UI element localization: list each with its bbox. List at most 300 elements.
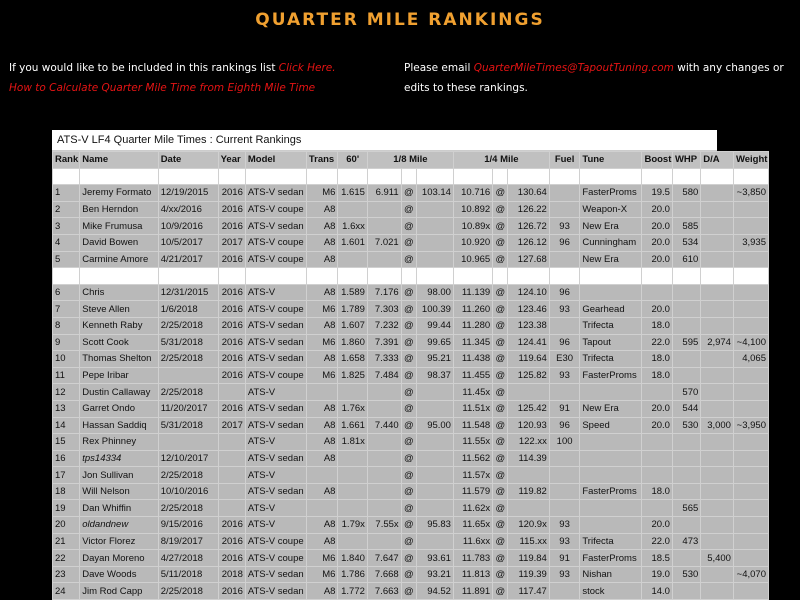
table-cell <box>701 400 734 417</box>
table-cell: 1.79x <box>338 517 367 534</box>
table-cell: Trifecta <box>580 533 642 550</box>
table-cell: 3 <box>53 218 80 235</box>
table-cell <box>733 434 768 451</box>
table-row[interactable] <box>53 218 769 235</box>
table-cell <box>580 450 642 467</box>
table-cell: A8 <box>306 251 338 268</box>
table-cell: M6 <box>306 550 338 567</box>
table-row[interactable] <box>53 384 769 401</box>
table-cell <box>306 384 338 401</box>
header-date: Date <box>158 152 218 169</box>
table-cell: 11.783 <box>453 550 492 567</box>
table-cell <box>549 317 580 334</box>
table-cell: 20 <box>53 517 80 534</box>
table-cell: 18.0 <box>642 317 673 334</box>
table-cell: ~3,850 <box>733 185 768 202</box>
table-cell: @ <box>401 450 416 467</box>
table-cell: Garret Ondo <box>80 400 158 417</box>
table-cell: @ <box>401 583 416 600</box>
table-cell: 18 <box>53 483 80 500</box>
table-row[interactable] <box>53 234 769 251</box>
table-cell: 1.789 <box>338 301 367 318</box>
table-cell: 15 <box>53 434 80 451</box>
table-cell: 22.0 <box>642 334 673 351</box>
table-cell: @ <box>401 566 416 583</box>
table-cell <box>733 583 768 600</box>
table-cell: @ <box>493 201 508 218</box>
table-cell: 95.83 <box>416 517 453 534</box>
header-row <box>53 152 769 169</box>
table-cell: 2016 <box>218 517 245 534</box>
table-cell: 1.860 <box>338 334 367 351</box>
table-cell: 5/31/2018 <box>158 417 218 434</box>
table-row[interactable] <box>53 550 769 567</box>
table-cell <box>218 483 245 500</box>
table-cell <box>701 533 734 550</box>
table-cell: 10/5/2017 <box>158 234 218 251</box>
table-row[interactable] <box>53 467 769 484</box>
table-cell: 2017 <box>218 234 245 251</box>
table-cell: David Bowen <box>80 234 158 251</box>
table-cell: 473 <box>672 533 700 550</box>
header-tune: Tune <box>580 152 642 169</box>
calc-quarter-mile-link[interactable]: How to Calculate Quarter Mile Time from Eighth Mile Time <box>9 82 316 94</box>
table-cell: @ <box>493 284 508 301</box>
table-cell: @ <box>493 301 508 318</box>
table-cell: 7.663 <box>367 583 401 600</box>
table-cell: 7.55x <box>367 517 401 534</box>
table-cell <box>733 517 768 534</box>
table-cell: Victor Florez <box>80 533 158 550</box>
table-cell: 1.76x <box>338 400 367 417</box>
table-cell: 11/20/2017 <box>158 400 218 417</box>
table-cell: ATS-V sedan <box>245 351 306 368</box>
empty-cell <box>80 268 158 285</box>
table-cell: Tapout <box>580 334 642 351</box>
empty-cell <box>416 168 453 185</box>
table-cell: ATS-V sedan <box>245 317 306 334</box>
table-cell: @ <box>401 301 416 318</box>
table-cell <box>642 500 673 517</box>
table-cell <box>733 218 768 235</box>
table-cell <box>672 317 700 334</box>
table-cell: @ <box>401 218 416 235</box>
table-cell <box>701 351 734 368</box>
table-cell: @ <box>493 317 508 334</box>
table-cell: 91 <box>549 400 580 417</box>
table-cell: 2016 <box>218 583 245 600</box>
table-cell: 10.89x <box>453 218 492 235</box>
table-cell: 1.825 <box>338 367 367 384</box>
table-cell: 2/25/2018 <box>158 351 218 368</box>
table-cell: 11.62x <box>453 500 492 517</box>
table-cell <box>416 384 453 401</box>
table-row[interactable] <box>53 301 769 318</box>
table-cell: ATS-V <box>245 500 306 517</box>
header-model: Model <box>245 152 306 169</box>
table-cell: @ <box>401 400 416 417</box>
table-cell: Carmine Amore <box>80 251 158 268</box>
table-cell: Mike Frumusa <box>80 218 158 235</box>
email-link[interactable]: QuarterMileTimes@TapoutTuning.com <box>473 62 674 74</box>
table-cell <box>549 467 580 484</box>
table-cell <box>580 284 642 301</box>
header-weight: Weight <box>733 152 768 169</box>
table-cell: 95.00 <box>416 417 453 434</box>
table-cell: 119.64 <box>508 351 549 368</box>
empty-cell <box>672 268 700 285</box>
table-cell: 2016 <box>218 201 245 218</box>
table-cell: 119.39 <box>508 566 549 583</box>
table-cell <box>338 533 367 550</box>
table-cell <box>416 251 453 268</box>
table-cell: 570 <box>672 384 700 401</box>
table-cell <box>701 301 734 318</box>
table-cell: ATS-V <box>245 517 306 534</box>
table-cell: 93.21 <box>416 566 453 583</box>
table-cell: 10/10/2016 <box>158 483 218 500</box>
table-cell: 10.892 <box>453 201 492 218</box>
table-cell: 11.45x <box>453 384 492 401</box>
table-cell <box>416 434 453 451</box>
table-cell: 7.303 <box>367 301 401 318</box>
table-cell: 122.xx <box>508 434 549 451</box>
table-row[interactable] <box>53 483 769 500</box>
table-cell: 11.438 <box>453 351 492 368</box>
table-cell: 11.562 <box>453 450 492 467</box>
table-row[interactable] <box>53 434 769 451</box>
table-cell: Will Nelson <box>80 483 158 500</box>
table-cell: 125.82 <box>508 367 549 384</box>
table-cell: 93 <box>549 517 580 534</box>
table-row[interactable] <box>53 334 769 351</box>
table-cell: 119.84 <box>508 550 549 567</box>
table-cell <box>701 500 734 517</box>
table-cell: Dan Whiffin <box>80 500 158 517</box>
table-cell: @ <box>401 533 416 550</box>
table-cell: M6 <box>306 301 338 318</box>
table-cell: A8 <box>306 218 338 235</box>
table-cell: ATS-V sedan <box>245 400 306 417</box>
table-cell: 530 <box>672 566 700 583</box>
table-cell: 595 <box>672 334 700 351</box>
table-cell <box>642 434 673 451</box>
table-cell: 123.38 <box>508 317 549 334</box>
table-cell: 565 <box>672 500 700 517</box>
intro-right-text: Please email <box>404 62 474 74</box>
table-cell: FasterProms <box>580 550 642 567</box>
table-cell: 2/25/2018 <box>158 317 218 334</box>
table-row[interactable] <box>53 201 769 218</box>
table-cell: 2016 <box>218 251 245 268</box>
empty-cell <box>401 168 416 185</box>
spacer-row <box>53 168 769 185</box>
table-row[interactable] <box>53 284 769 301</box>
table-cell: A8 <box>306 434 338 451</box>
empty-cell <box>493 168 508 185</box>
table-cell <box>733 251 768 268</box>
table-cell: 18.5 <box>642 550 673 567</box>
table-cell: @ <box>493 583 508 600</box>
spacer-row <box>53 268 769 285</box>
table-cell: 2016 <box>218 301 245 318</box>
table-row[interactable] <box>53 500 769 517</box>
table-cell: New Era <box>580 400 642 417</box>
spreadsheet-title: ATS-V LF4 Quarter Mile Times : Current Rankings <box>52 130 717 151</box>
table-cell: 17 <box>53 467 80 484</box>
empty-cell <box>642 168 673 185</box>
table-cell: 8/19/2017 <box>158 533 218 550</box>
table-cell <box>733 317 768 334</box>
table-cell: A8 <box>306 351 338 368</box>
table-cell: 11.345 <box>453 334 492 351</box>
table-cell: ATS-V coupe <box>245 367 306 384</box>
table-row[interactable] <box>53 317 769 334</box>
table-cell: Pepe Iribar <box>80 367 158 384</box>
table-cell: 11.6xx <box>453 533 492 550</box>
table-cell: 11.548 <box>453 417 492 434</box>
table-cell: 93 <box>549 218 580 235</box>
table-cell: 124.41 <box>508 334 549 351</box>
table-cell <box>338 450 367 467</box>
table-cell: ATS-V <box>245 434 306 451</box>
table-cell <box>733 201 768 218</box>
table-cell <box>338 201 367 218</box>
table-cell <box>672 483 700 500</box>
table-row[interactable] <box>53 367 769 384</box>
table-cell: 19.5 <box>642 185 673 202</box>
table-cell: 18.0 <box>642 367 673 384</box>
table-cell: 2/25/2018 <box>158 583 218 600</box>
table-cell: ~4,070 <box>733 566 768 583</box>
table-cell: M6 <box>306 367 338 384</box>
table-cell: 7.333 <box>367 351 401 368</box>
table-cell: 115.xx <box>508 533 549 550</box>
table-cell: @ <box>401 201 416 218</box>
table-cell: @ <box>493 533 508 550</box>
table-cell: 130.64 <box>508 185 549 202</box>
table-cell <box>672 550 700 567</box>
table-cell: 100 <box>549 434 580 451</box>
table-cell <box>416 450 453 467</box>
table-cell: 11.280 <box>453 317 492 334</box>
table-cell <box>701 434 734 451</box>
table-cell: 6 <box>53 284 80 301</box>
empty-cell <box>549 268 580 285</box>
table-cell <box>733 550 768 567</box>
table-cell <box>701 317 734 334</box>
table-cell <box>701 218 734 235</box>
table-cell: Kenneth Raby <box>80 317 158 334</box>
table-cell: 119.82 <box>508 483 549 500</box>
table-cell: 10 <box>53 351 80 368</box>
table-cell: 1.615 <box>338 185 367 202</box>
empty-cell <box>338 268 367 285</box>
table-row[interactable] <box>53 533 769 550</box>
table-cell: 1.81x <box>338 434 367 451</box>
table-cell: 5 <box>53 251 80 268</box>
table-cell: @ <box>493 400 508 417</box>
empty-cell <box>733 168 768 185</box>
table-cell: 98.37 <box>416 367 453 384</box>
empty-cell <box>580 168 642 185</box>
table-cell: 10/9/2016 <box>158 218 218 235</box>
table-cell: @ <box>493 517 508 534</box>
table-cell <box>338 251 367 268</box>
rankings-spreadsheet[interactable] <box>52 130 768 597</box>
table-cell <box>701 566 734 583</box>
table-cell: oldandnew <box>80 517 158 534</box>
table-cell: 93.61 <box>416 550 453 567</box>
table-cell: 2016 <box>218 185 245 202</box>
intro-left-text: If you would like to be included in this rankings list <box>9 62 279 74</box>
table-cell: 126.12 <box>508 234 549 251</box>
empty-cell <box>158 168 218 185</box>
table-cell: 6.911 <box>367 185 401 202</box>
table-cell: 11 <box>53 367 80 384</box>
table-cell <box>367 218 401 235</box>
table-cell: 120.9x <box>508 517 549 534</box>
table-cell: 1.658 <box>338 351 367 368</box>
table-cell: tps14334 <box>80 450 158 467</box>
table-cell: 95.21 <box>416 351 453 368</box>
header-da: D/A <box>701 152 734 169</box>
table-cell: 126.22 <box>508 201 549 218</box>
table-cell: Ben Herndon <box>80 201 158 218</box>
table-cell: 4 <box>53 234 80 251</box>
table-cell: 7.391 <box>367 334 401 351</box>
table-cell: 18.0 <box>642 351 673 368</box>
table-cell <box>642 450 673 467</box>
empty-cell <box>453 168 492 185</box>
table-cell <box>701 234 734 251</box>
table-cell <box>672 434 700 451</box>
table-cell: 2/25/2018 <box>158 467 218 484</box>
header-sixty: 60' <box>338 152 367 169</box>
table-cell: 11.579 <box>453 483 492 500</box>
table-cell: 114.39 <box>508 450 549 467</box>
table-row[interactable] <box>53 185 769 202</box>
table-cell <box>338 483 367 500</box>
table-row[interactable] <box>53 417 769 434</box>
table-cell: 14.0 <box>642 583 673 600</box>
table-cell: Rex Phinney <box>80 434 158 451</box>
table-row[interactable] <box>53 583 769 600</box>
table-cell <box>672 201 700 218</box>
table-cell: ATS-V coupe <box>245 533 306 550</box>
table-cell: @ <box>493 483 508 500</box>
header-rank: Rank <box>53 152 80 169</box>
header-fuel: Fuel <box>549 152 580 169</box>
table-cell: @ <box>493 550 508 567</box>
empty-cell <box>642 268 673 285</box>
click-here-link[interactable]: Click Here. <box>278 62 336 74</box>
table-cell: 96 <box>549 334 580 351</box>
table-cell: Jeremy Formato <box>80 185 158 202</box>
table-row[interactable] <box>53 251 769 268</box>
empty-cell <box>401 268 416 285</box>
table-cell: 5/11/2018 <box>158 566 218 583</box>
table-cell <box>367 400 401 417</box>
table-cell: 20.0 <box>642 301 673 318</box>
table-cell <box>733 400 768 417</box>
table-cell: 20.0 <box>642 517 673 534</box>
table-cell: ATS-V sedan <box>245 334 306 351</box>
table-cell <box>733 483 768 500</box>
table-cell: 14 <box>53 417 80 434</box>
intro-right <box>404 58 794 98</box>
table-cell <box>416 218 453 235</box>
table-cell <box>672 467 700 484</box>
table-cell: 5,400 <box>701 550 734 567</box>
table-row[interactable] <box>53 351 769 368</box>
table-cell <box>158 434 218 451</box>
table-cell <box>218 500 245 517</box>
empty-cell <box>493 268 508 285</box>
table-cell: A8 <box>306 284 338 301</box>
table-cell: 8 <box>53 317 80 334</box>
table-cell <box>672 284 700 301</box>
empty-cell <box>549 168 580 185</box>
table-cell: FasterProms <box>580 367 642 384</box>
table-cell: 11.65x <box>453 517 492 534</box>
table-cell: ATS-V coupe <box>245 301 306 318</box>
table-cell <box>549 583 580 600</box>
table-cell: @ <box>401 284 416 301</box>
table-cell <box>701 517 734 534</box>
table-cell: 3,935 <box>733 234 768 251</box>
table-cell <box>701 384 734 401</box>
table-row[interactable] <box>53 400 769 417</box>
table-cell: 93 <box>549 566 580 583</box>
empty-cell <box>508 268 549 285</box>
table-cell: 2016 <box>218 218 245 235</box>
table-cell <box>701 251 734 268</box>
table-row[interactable] <box>53 566 769 583</box>
table-cell: 2016 <box>218 400 245 417</box>
table-cell: 127.68 <box>508 251 549 268</box>
rankings-table <box>52 151 769 600</box>
table-cell: 1.786 <box>338 566 367 583</box>
table-cell: 1.661 <box>338 417 367 434</box>
table-cell: 123.46 <box>508 301 549 318</box>
table-cell: 7.668 <box>367 566 401 583</box>
table-cell: 24 <box>53 583 80 600</box>
table-cell: 7.232 <box>367 317 401 334</box>
table-cell: 120.93 <box>508 417 549 434</box>
table-cell: 2 <box>53 201 80 218</box>
table-cell: @ <box>493 251 508 268</box>
table-cell: Trifecta <box>580 351 642 368</box>
table-cell: @ <box>493 334 508 351</box>
empty-cell <box>508 168 549 185</box>
table-cell: 126.72 <box>508 218 549 235</box>
table-cell <box>367 500 401 517</box>
table-cell: 20.0 <box>642 201 673 218</box>
empty-cell <box>245 268 306 285</box>
table-row[interactable] <box>53 450 769 467</box>
table-cell: 96 <box>549 417 580 434</box>
table-cell: ATS-V coupe <box>245 251 306 268</box>
table-cell: A8 <box>306 317 338 334</box>
intro-right-tail: with any changes or edits to these rankings. <box>404 62 784 94</box>
table-cell <box>672 450 700 467</box>
table-row[interactable] <box>53 517 769 534</box>
table-cell: A8 <box>306 483 338 500</box>
table-cell <box>508 500 549 517</box>
table-cell: Jon Sullivan <box>80 467 158 484</box>
table-cell: 18.0 <box>642 483 673 500</box>
